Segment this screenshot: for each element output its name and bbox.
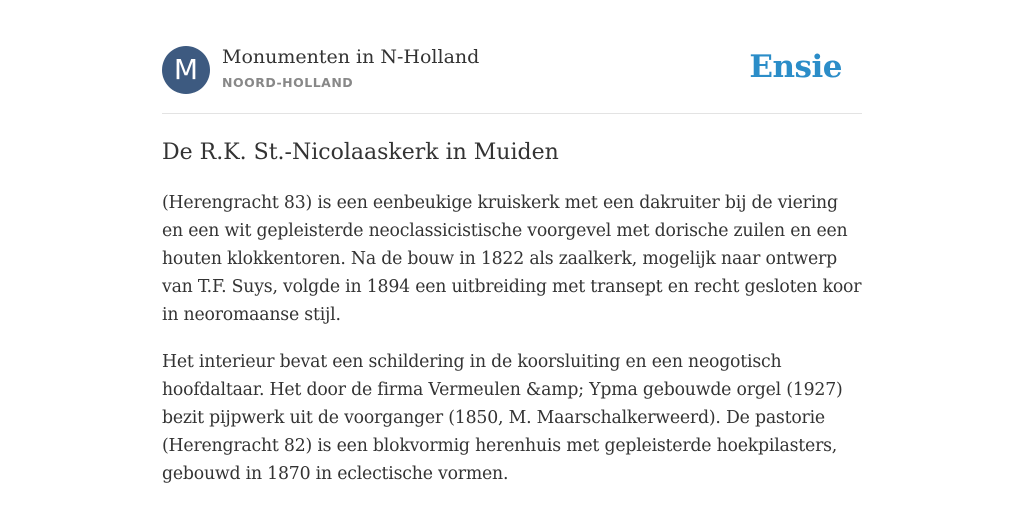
source-name[interactable]: Monumenten in N-Holland xyxy=(222,46,480,68)
avatar[interactable]: M xyxy=(162,46,210,94)
article-paragraph-2: Het interieur bevat een schildering in de koorsluiting en een neogotisch hoofdaltaar. Het door de firma Vermeulen &amp; Ypma gebouwde orgel (1927) bezit pijpwerk uit de voorganger (1850, M. Maarschalkerweerd). De pastorie (Herengracht 82) is een blokvormig herenhuis met gepleisterde hoekpilasters, gebouwd in 1870 in eclectische vormen. xyxy=(162,352,843,484)
ensie-logo[interactable]: Ensie xyxy=(749,49,842,85)
source-subtitle: NOORD-HOLLAND xyxy=(222,75,354,90)
article-card xyxy=(162,46,862,488)
card-header xyxy=(162,46,862,114)
article-title: De R.K. St.-Nicolaaskerk in Muiden xyxy=(162,140,559,165)
article-paragraph-1: (Herengracht 83) is een eenbeukige kruiskerk met een dakruiter bij de viering en een wit gepleisterde neoclassicistische voorgevel met dorische zuilen en een houten klokkentoren. Na de bouw in 1822 als zaalkerk, mogelijk naar ontwerp van T.F. Suys, volgde in 1894 een uitbreiding met transept en recht gesloten koor in neoromaanse stijl. xyxy=(162,193,862,325)
